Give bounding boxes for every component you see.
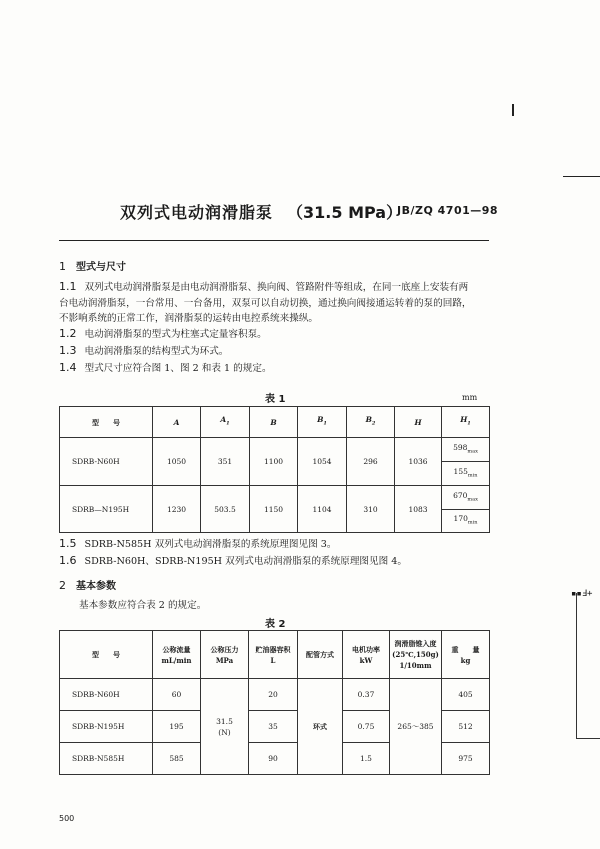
- subscript: min: [467, 472, 478, 479]
- cell-A: 1230: [153, 486, 201, 533]
- cell-B1: 1104: [298, 486, 347, 533]
- clause-text: 不影响系统的正常工作，润滑脂泵的运转由电控系统来操纵。: [59, 313, 319, 324]
- cell-reservoir: 35: [249, 711, 298, 743]
- header-unit: 1/10mm: [399, 661, 432, 670]
- header-label: 电机功率: [352, 644, 380, 654]
- value: 670: [453, 490, 468, 500]
- clause-text: 型式尺寸应符合图 1、图 2 和表 1 的规定。: [84, 363, 272, 374]
- clause-number: 1.3: [59, 344, 77, 357]
- value: 598: [453, 442, 468, 452]
- cell-model: SDRB-N585H: [60, 743, 153, 775]
- header-A1: $A_1$: [201, 407, 250, 438]
- page-number: 500: [59, 814, 75, 823]
- header-B2: $B_2$: [347, 407, 395, 438]
- header-model: 型 号: [60, 631, 153, 679]
- cell-weight: 405: [442, 679, 490, 711]
- table-row: [60, 438, 490, 462]
- cell-penetration: 265～385: [390, 679, 442, 775]
- header-A: A: [153, 407, 201, 438]
- cell-flow: 60: [153, 679, 201, 711]
- title-pressure: （31.5 MPa）: [287, 203, 403, 222]
- cell-A: 1050: [153, 438, 201, 486]
- header-label: 公称压力: [210, 644, 239, 654]
- margin-mark: [512, 104, 514, 116]
- title-text: 双列式电动润滑脂泵: [120, 203, 274, 222]
- header-unit: kW: [359, 655, 373, 665]
- margin-rule: [563, 176, 600, 177]
- cell-A1: 351: [201, 438, 250, 486]
- clause-1-1: [59, 279, 472, 327]
- cell-pressure: [201, 679, 249, 775]
- table1-caption: 表 1: [265, 394, 286, 405]
- value: 155: [453, 466, 468, 476]
- table-header-row: [60, 407, 490, 438]
- section-title: 基本参数: [76, 581, 116, 592]
- header-piping: 配管方式: [298, 631, 343, 679]
- table-header-row: [60, 631, 490, 679]
- cell-B2: 296: [347, 438, 395, 486]
- figure-line: [576, 593, 577, 738]
- section2-intro: 基本参数应符合表 2 的规定。: [79, 600, 207, 611]
- cell-reservoir: 20: [249, 679, 298, 711]
- header-unit: kg: [460, 655, 471, 665]
- figure-line: [576, 738, 600, 739]
- clause-text: 双列式电动润滑脂泵是由电动润滑脂泵、换向阀、管路附件等组成，在同一底座上安装有两: [84, 282, 469, 293]
- table2-caption: 表 2: [265, 619, 286, 630]
- cell-reservoir: 90: [249, 743, 298, 775]
- cell-power: 0.75: [343, 711, 390, 743]
- header-B: B: [250, 407, 298, 438]
- section-heading-1: [59, 258, 126, 273]
- clause-1-6: [59, 553, 407, 570]
- cell-model: SDRB-N195H: [60, 711, 153, 743]
- header-power: [343, 631, 390, 679]
- cell-B: 1150: [250, 486, 298, 533]
- header-flow: [153, 631, 201, 679]
- section-title: 型式与尺寸: [76, 262, 126, 273]
- clause-text: SDRB-N585H 双列式电动润滑脂泵的系统原理图见图 3。: [84, 539, 337, 550]
- cell-power: 1.5: [343, 743, 390, 775]
- cell-B: 1100: [250, 438, 298, 486]
- cell-model: SDRB-N60H: [60, 438, 153, 486]
- clause-text: SDRB-N60H、SDRB-N195H 双列式电动润滑脂泵的系统原理图见图 4。: [84, 556, 407, 567]
- cell-A1: 503.5: [201, 486, 250, 533]
- subscript: min: [467, 519, 478, 526]
- cell-piping: 环式: [298, 679, 343, 775]
- clause-number: 1.5: [59, 537, 77, 550]
- header-label: 润滑脂锥入度: [394, 639, 437, 648]
- cell-model: SDRB-N60H: [60, 679, 153, 711]
- cell-B1: 1054: [298, 438, 347, 486]
- section-number: 2: [59, 579, 66, 592]
- cell-H: 1083: [395, 486, 442, 533]
- cell-power: 0.37: [343, 679, 390, 711]
- cell-H: 1036: [395, 438, 442, 486]
- clause-number: 1.2: [59, 327, 77, 340]
- header-pressure: [201, 631, 249, 679]
- table1-unit: mm: [462, 393, 478, 402]
- table-2: [59, 630, 490, 775]
- table-1: [59, 406, 490, 533]
- cell-model: SDRB—N195H: [60, 486, 153, 533]
- header-H: H: [395, 407, 442, 438]
- clause-number: 1.1: [59, 280, 77, 293]
- standard-number: JB/ZQ 4701—98: [397, 204, 499, 217]
- cell-weight: 975: [442, 743, 490, 775]
- cell-flow: 195: [153, 711, 201, 743]
- subscript: max: [467, 448, 478, 455]
- cell-weight: 512: [442, 711, 490, 743]
- value: 31.5: [216, 716, 233, 726]
- header-B1: $B_1$: [298, 407, 347, 438]
- cell-H1-min: [442, 462, 490, 486]
- header-reservoir: [249, 631, 298, 679]
- header-label: 贮油器容积: [255, 644, 291, 654]
- valve-symbol-icon: ▪▪Ⅎ+: [571, 589, 593, 599]
- header-label: 公称流量: [162, 644, 191, 654]
- section-heading-2: [59, 577, 116, 592]
- header-weight: [442, 631, 490, 679]
- clause-text: 电动润滑脂泵的型式为柱塞式定量容积泵。: [84, 329, 267, 340]
- cell-B2: 310: [347, 486, 395, 533]
- header-H1: $H_1$: [442, 407, 490, 438]
- table-row: [60, 679, 490, 711]
- clause-text: 台电动润滑脂泵，一台常用、一台备用，双泵可以自动切换，通过换向阀接通运转着的泵的回路，: [59, 297, 472, 309]
- header-unit: MPa: [215, 655, 234, 665]
- clause-1-5: [59, 536, 336, 553]
- header-unit: L: [270, 655, 276, 665]
- cell-H1-max: [442, 486, 490, 510]
- header-rule: [59, 240, 489, 241]
- header-condition: (25℃,150g): [392, 650, 439, 659]
- cell-H1-min: [442, 510, 490, 533]
- clause-1-2: [59, 326, 267, 343]
- clause-number: 1.6: [59, 554, 77, 567]
- cell-H1-max: [442, 438, 490, 462]
- header-label: 重 量: [451, 644, 480, 654]
- clause-1-4: [59, 360, 272, 377]
- clause-text: 电动润滑脂泵的结构型式为环式。: [84, 346, 229, 357]
- cell-flow: 585: [153, 743, 201, 775]
- header-model: 型 号: [60, 407, 153, 438]
- section-number: 1: [59, 260, 66, 273]
- clause-number: 1.4: [59, 361, 77, 374]
- subscript: max: [467, 496, 478, 503]
- table-row: [60, 486, 490, 510]
- value-note: (N): [218, 727, 231, 737]
- document-title: [120, 200, 402, 223]
- header-penetration: [390, 631, 442, 679]
- header-unit: mL/min: [161, 655, 192, 665]
- value: 170: [453, 514, 468, 524]
- clause-1-3: [59, 343, 228, 360]
